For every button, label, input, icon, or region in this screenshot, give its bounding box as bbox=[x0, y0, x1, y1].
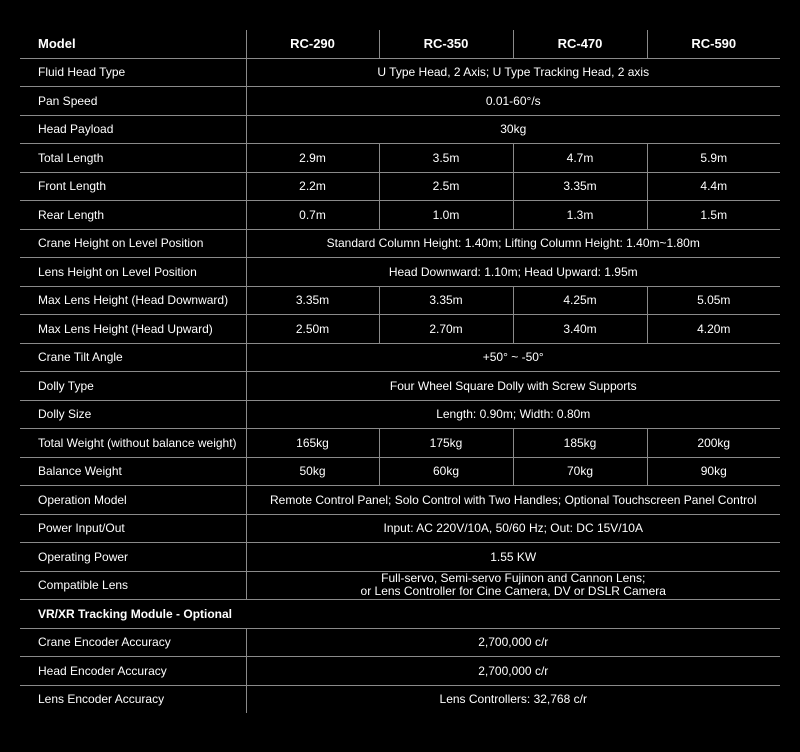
spec-label: Power Input/Out bbox=[20, 514, 246, 543]
spec-label: Front Length bbox=[20, 172, 246, 201]
spec-label: Operation Model bbox=[20, 486, 246, 515]
spec-value: 0.01-60°/s bbox=[246, 87, 780, 116]
spec-row bbox=[20, 258, 780, 287]
spec-label: Pan Speed bbox=[20, 87, 246, 116]
spec-row bbox=[20, 115, 780, 144]
spec-value: Lens Controllers: 32,768 c/r bbox=[246, 685, 780, 713]
section-row bbox=[20, 600, 780, 629]
spec-value: Remote Control Panel; Solo Control with Two Handles; Optional Touchscreen Panel Control bbox=[246, 486, 780, 515]
spec-value: 4.7m bbox=[513, 144, 647, 173]
spec-label: Compatible Lens bbox=[20, 571, 246, 600]
spec-row bbox=[20, 571, 780, 600]
spec-label: Crane Height on Level Position bbox=[20, 229, 246, 258]
spec-label: Max Lens Height (Head Upward) bbox=[20, 315, 246, 344]
spec-row bbox=[20, 315, 780, 344]
spec-value: 60kg bbox=[379, 457, 513, 486]
spec-label: Lens Encoder Accuracy bbox=[20, 685, 246, 713]
spec-value: 2.70m bbox=[379, 315, 513, 344]
spec-value: 2.50m bbox=[246, 315, 379, 344]
spec-value: Input: AC 220V/10A, 50/60 Hz; Out: DC 15V/10A bbox=[246, 514, 780, 543]
spec-row bbox=[20, 486, 780, 515]
model-header: RC-350 bbox=[379, 30, 513, 58]
header-label: Model bbox=[20, 30, 246, 58]
spec-row bbox=[20, 87, 780, 116]
spec-row bbox=[20, 457, 780, 486]
spec-value: 5.05m bbox=[647, 286, 780, 315]
spec-value: 4.4m bbox=[647, 172, 780, 201]
spec-value: 1.55 KW bbox=[246, 543, 780, 572]
spec-value: 2,700,000 c/r bbox=[246, 628, 780, 657]
spec-value: 200kg bbox=[647, 429, 780, 458]
spec-value: 4.25m bbox=[513, 286, 647, 315]
spec-row bbox=[20, 201, 780, 230]
spec-value: 185kg bbox=[513, 429, 647, 458]
spec-value: 3.40m bbox=[513, 315, 647, 344]
spec-row bbox=[20, 429, 780, 458]
spec-row bbox=[20, 58, 780, 87]
spec-value: Four Wheel Square Dolly with Screw Supports bbox=[246, 372, 780, 401]
spec-body bbox=[20, 58, 780, 713]
spec-value: 4.20m bbox=[647, 315, 780, 344]
spec-row bbox=[20, 372, 780, 401]
spec-value: 2.2m bbox=[246, 172, 379, 201]
spec-value: 0.7m bbox=[246, 201, 379, 230]
spec-value: 2.9m bbox=[246, 144, 379, 173]
spec-value: Head Downward: 1.10m; Head Upward: 1.95m bbox=[246, 258, 780, 287]
spec-value: 175kg bbox=[379, 429, 513, 458]
spec-label: Total Weight (without balance weight) bbox=[20, 429, 246, 458]
spec-value: 1.0m bbox=[379, 201, 513, 230]
spec-label: Crane Tilt Angle bbox=[20, 343, 246, 372]
spec-row bbox=[20, 685, 780, 713]
spec-label: Dolly Size bbox=[20, 400, 246, 429]
spec-value: 1.3m bbox=[513, 201, 647, 230]
spec-row bbox=[20, 628, 780, 657]
spec-row bbox=[20, 229, 780, 258]
spec-label: Head Payload bbox=[20, 115, 246, 144]
spec-row bbox=[20, 343, 780, 372]
spec-label: Operating Power bbox=[20, 543, 246, 572]
spec-value: 50kg bbox=[246, 457, 379, 486]
spec-label: Dolly Type bbox=[20, 372, 246, 401]
spec-value: 3.5m bbox=[379, 144, 513, 173]
model-header: RC-590 bbox=[647, 30, 780, 58]
spec-value-line: Full-servo, Semi-servo Fujinon and Cannon Lens; bbox=[381, 571, 646, 586]
spec-label: Head Encoder Accuracy bbox=[20, 657, 246, 686]
spec-value bbox=[246, 571, 780, 600]
spec-value-line: or Lens Controller for Cine Camera, DV or DSLR Camera bbox=[360, 584, 666, 599]
spec-label: Fluid Head Type bbox=[20, 58, 246, 87]
spec-value: 1.5m bbox=[647, 201, 780, 230]
spec-label: Crane Encoder Accuracy bbox=[20, 628, 246, 657]
spec-value: 30kg bbox=[246, 115, 780, 144]
model-header: RC-470 bbox=[513, 30, 647, 58]
spec-value: 3.35m bbox=[513, 172, 647, 201]
spec-label: Max Lens Height (Head Downward) bbox=[20, 286, 246, 315]
spec-value: +50° ~ -50° bbox=[246, 343, 780, 372]
spec-label: Rear Length bbox=[20, 201, 246, 230]
spec-row bbox=[20, 543, 780, 572]
spec-row bbox=[20, 286, 780, 315]
spec-row bbox=[20, 172, 780, 201]
spec-value: 90kg bbox=[647, 457, 780, 486]
spec-value: Standard Column Height: 1.40m; Lifting Column Height: 1.40m~1.80m bbox=[246, 229, 780, 258]
model-header: RC-290 bbox=[246, 30, 379, 58]
spec-value: 70kg bbox=[513, 457, 647, 486]
spec-value: 5.9m bbox=[647, 144, 780, 173]
spec-row bbox=[20, 400, 780, 429]
spec-label: Total Length bbox=[20, 144, 246, 173]
spec-row bbox=[20, 514, 780, 543]
section-title: VR/XR Tracking Module - Optional bbox=[20, 600, 780, 629]
spec-value: 165kg bbox=[246, 429, 379, 458]
spec-value: 2.5m bbox=[379, 172, 513, 201]
spec-value: 3.35m bbox=[246, 286, 379, 315]
spec-value: 3.35m bbox=[379, 286, 513, 315]
spec-label: Balance Weight bbox=[20, 457, 246, 486]
spec-value: 2,700,000 c/r bbox=[246, 657, 780, 686]
spec-label: Lens Height on Level Position bbox=[20, 258, 246, 287]
spec-table bbox=[20, 30, 780, 713]
spec-row bbox=[20, 144, 780, 173]
spec-value: U Type Head, 2 Axis; U Type Tracking Head, 2 axis bbox=[246, 58, 780, 87]
spec-row bbox=[20, 657, 780, 686]
spec-value: Length: 0.90m; Width: 0.80m bbox=[246, 400, 780, 429]
header-row bbox=[20, 30, 780, 58]
